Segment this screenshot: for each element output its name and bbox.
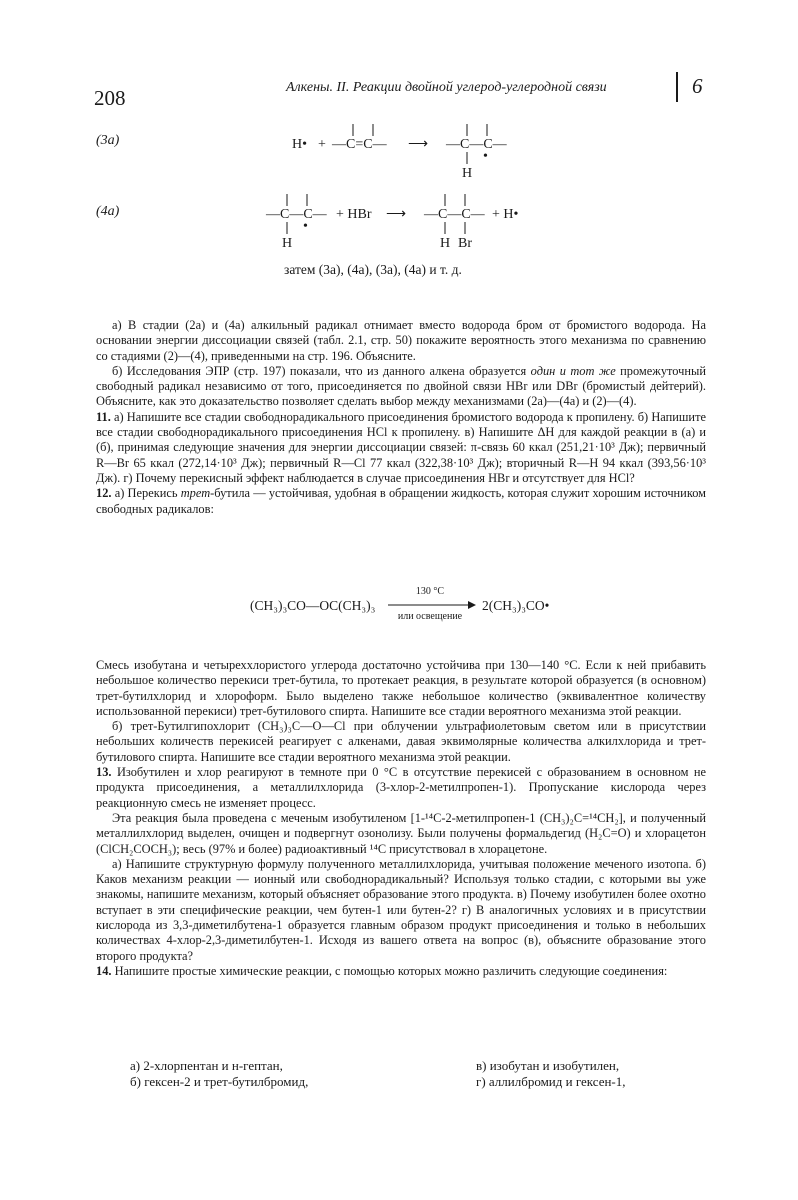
reaction-12-condition-top: 130 °C bbox=[415, 586, 445, 597]
problem-13-p1: 13. Изобутилен и хлор реагируют в темноте при 0 °C в отсутствие перекисей с образованием в основном не продукта присоединения, а металлилхлорида (3-хлор-2-метилпропен-1). Пропускание кислорода через реакционную смесь не изменяет процесс. bbox=[96, 765, 706, 810]
reactant-hydrogen: H bbox=[282, 236, 293, 251]
running-title: Алкены. II. Реакции двойной углерод-углеродной связи bbox=[286, 80, 607, 95]
problem-10 bbox=[96, 318, 706, 517]
reaction-12-arrow bbox=[386, 600, 476, 610]
problem-10-part-b: б) Исследования ЭПР (стр. 197) показали, что из данного алкена образуется один и тот же промежуточный свободный радикал независимо от того, присоединяется по двойной связи HBr или DBr (бромистый дейтерий). Объясните, как это доказательство позволяет сделать выбор между механизмами (2а)—(4а) и (2)—(4). bbox=[96, 363, 706, 409]
problem-12-intro: 12. а) Перекись трет-бутила — устойчивая, удобная в обращении жидкость, которая служит хорошим источником свободных радикалов: bbox=[96, 486, 707, 516]
header-divider bbox=[676, 72, 678, 102]
equation-4a bbox=[262, 190, 562, 252]
equation-3a bbox=[280, 118, 540, 180]
problem-12-part-b: б) трет-Бутилгипохлорит (CH₃)₃C—O—Cl при облучении ультрафиолетовым светом или в присутствии небольших количеств перекисей реагирует с алкенами, давая эквимолярные количества алкилхлорида и трет-бутилового спирта. Напишите все стадии вероятного механизма этой реакции. bbox=[96, 719, 706, 764]
product-bromine: Br bbox=[458, 236, 472, 251]
problem-14-list bbox=[130, 1058, 690, 1090]
reaction-12-product: 2(CH₃)₃CO• bbox=[482, 598, 550, 613]
radical-dot: • bbox=[483, 149, 488, 164]
product-chain: —C—C— bbox=[446, 137, 507, 152]
product-hydrogen: H bbox=[440, 236, 451, 251]
reactant-chain: —C—C— bbox=[266, 207, 327, 222]
plus-sign: + bbox=[318, 137, 326, 152]
list-item-left: б) гексен-2 и трет-бутилбромид, bbox=[130, 1074, 309, 1089]
plus-h-radical: + H• bbox=[492, 207, 519, 222]
reaction-arrow: ⟶ bbox=[386, 207, 407, 222]
equation-label-3a: (3а) bbox=[96, 133, 120, 148]
list-item-right: в) изобутан и изобутилен, bbox=[476, 1058, 620, 1073]
product-hydrogen: H bbox=[462, 166, 473, 180]
problem-11: 11. а) Напишите все стадии свободнорадикального присоединения бромистого водорода к пропилену. б) Напишите все стадии свободнорадикального присоединения HCl к пропилену. в) Напишите ΔH для каждой реакции в (а) и (б), принимая следующие значения для энергии диссоциации связей: π-связь 60 ккал (251,21·10³ Дж); первичный R—Br 65 ккал (272,14·10³ Дж); первичный R—Cl 77 ккал (322,38·10³ Дж); вторичный R—H 94 ккал (393,56·10³ Дж). г) Почему перекисный эффект наблюдается в случае присоединения HBr и отсутствует для HCl? bbox=[96, 409, 706, 485]
list-item-right: г) аллилбромид и гексен-1, bbox=[476, 1074, 626, 1089]
problem-12-part-a: Смесь изобутана и четыреххлористого углерода достаточно устойчива при 130—140 °C. Если к ней прибавить небольшое количество перекиси трет-бутила, то протекает реакция, в результате которой образуется (в основном) трет-бутилхлорид и хлороформ. Было выделено также небольшое количество (эквивалентное количеству использованной перекиси) трет-бутилового спирта. Напишите все стадии вероятного механизма этой реакции. bbox=[96, 658, 706, 718]
page-number: 208 bbox=[94, 86, 126, 110]
problem-10-part-a: а) В стадии (2а) и (4а) алкильный радикал отнимает вместо водорода бром от бромистого водорода. На основании энергии диссоциации связей (табл. 2.1, стр. 50) покажите вероятность этого механизма по сравнению со стадиями (2)—(4), приведенными на стр. 196. Объясните. bbox=[96, 318, 706, 363]
list-item-left: а) 2-хлорпентан и н-гептан, bbox=[130, 1058, 283, 1073]
reaction-arrow: ⟶ bbox=[408, 137, 429, 152]
product-chain: —C—C— bbox=[424, 207, 485, 222]
problem-13-p3: а) Напишите структурную формулу полученного металлилхлорида, учитывая положение меченого изотопа. б) Каков механизм реакции — ионный или свободнорадикальный? Используя только стадии, с которыми вы уже знакомы, напишите механизм, который объясняет образование этого продукта. в) Почему изобутилен более охотно вступает в эти специфические реакции, чем бутен-1 или бутен-2? г) В аналогичных условиях и в присутствии кислорода из 3,3-диметилбутена-1 образуется главным образом продукт присоединения и только в небольших количествах 4-хлор-2,3-диметилбутен-1. Исходя из вашего ответа на вопрос (в), объясните образование этого второго продукта? bbox=[96, 856, 706, 963]
equation-label-4a: (4а) bbox=[96, 204, 120, 219]
reaction-12-reactant: (CH₃)₃CO—OC(CH₃)₃ bbox=[250, 598, 376, 613]
problem-13-p2: Эта реакция была проведена с меченым изобутиленом [1-¹⁴C-2-метилпропен-1 (CH₃)₂C=¹⁴CH₂], и полученный металлилхлорид выделен, очищен и подвергнут озонолизу. Были получены формальдегид (H₂C=O) и хлорацетон (ClCH₂COCH₃); весь (97% и более) радиоактивный ¹⁴C присутствовал в хлорацетоне. bbox=[96, 810, 706, 856]
h-radical: H• bbox=[292, 137, 308, 152]
chapter-number: 6 bbox=[692, 74, 703, 98]
then-sequence: затем (3а), (4а), (3а), (4а) и т. д. bbox=[284, 262, 462, 277]
list-item bbox=[130, 1058, 690, 1074]
plus-hbr: + HBr bbox=[336, 207, 372, 222]
reaction-12-condition-bottom: или освещение bbox=[397, 611, 463, 622]
problem-12-body bbox=[96, 658, 706, 979]
list-item bbox=[130, 1074, 690, 1090]
alkene-group: —C=C— bbox=[332, 137, 387, 152]
problem-14-intro: 14. Напишите простые химические реакции, с помощью которых можно различить следующие соединения: bbox=[96, 963, 668, 978]
radical-dot: • bbox=[303, 219, 308, 234]
